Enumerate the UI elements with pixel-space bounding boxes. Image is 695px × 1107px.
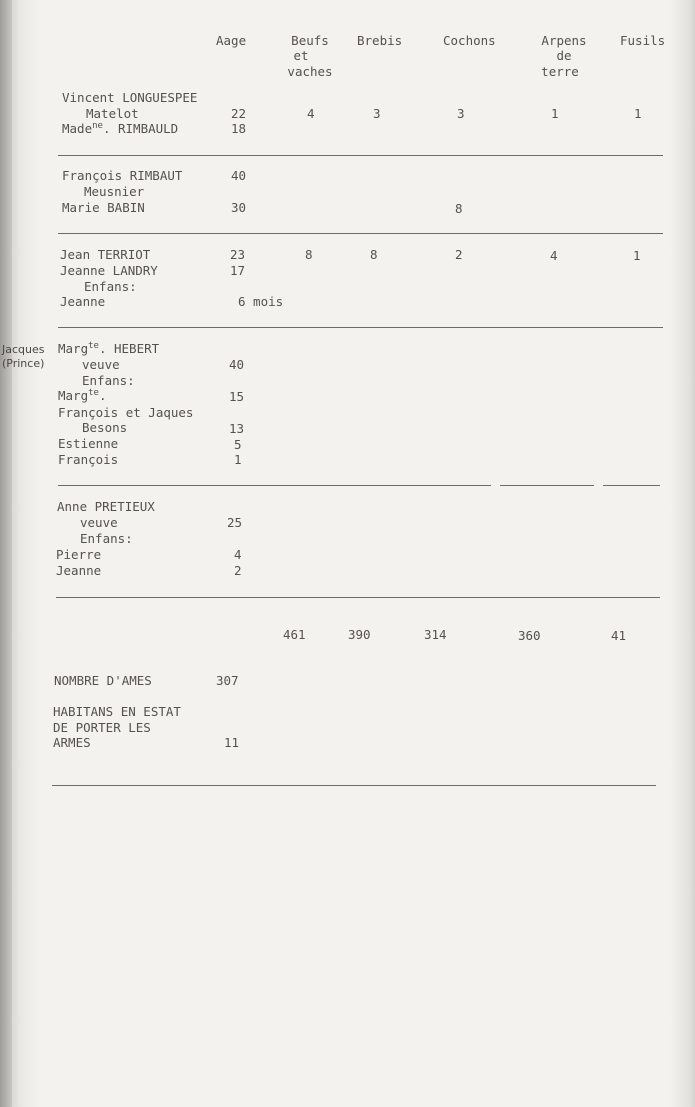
- family2-wife-age: 30: [231, 200, 247, 215]
- family1-arpents: 1: [551, 106, 559, 121]
- section-divider: [58, 155, 663, 156]
- header-sheep: Brebis: [357, 33, 403, 48]
- arms-label-line2: DE PORTER LES: [53, 720, 151, 735]
- family3-arpents: 4: [550, 248, 558, 263]
- family5-child2: Jeanne: [56, 563, 102, 578]
- arms-value: 11: [224, 735, 240, 750]
- family4-name: Marg$^{te}$. HEBERT: [58, 341, 160, 356]
- family4-child3-age: 5: [234, 437, 242, 452]
- family2-age: 40: [231, 168, 247, 183]
- souls-value: 307: [216, 673, 239, 688]
- family4-children-label: Enfans:: [82, 373, 135, 388]
- family5-child1: Pierre: [56, 547, 102, 562]
- family3-age: 23: [230, 247, 246, 262]
- margin-note-1: Jacques: [2, 343, 45, 356]
- total-pigs: 314: [424, 627, 447, 642]
- family1-wife-age: 18: [231, 121, 247, 136]
- family4-child2-age: 13: [229, 421, 245, 436]
- family2-wife: Marie BABIN: [62, 200, 145, 215]
- family5-name: Anne PRETIEUX: [57, 499, 155, 514]
- section-divider: [58, 485, 491, 486]
- total-arpents: 360: [518, 628, 541, 643]
- family1-age: 22: [231, 106, 247, 121]
- family1-name: Vincent LONGUESPEE: [62, 90, 198, 105]
- family4-child3: Estienne: [58, 436, 119, 451]
- family3-wife-age: 17: [230, 263, 246, 278]
- margin-note-2: (Prince): [2, 357, 45, 370]
- header-age: Aage: [216, 33, 247, 48]
- arms-label-line3: ARMES: [53, 735, 91, 750]
- header-cattle-line2: et: [293, 48, 309, 63]
- family4-age: 40: [229, 357, 245, 372]
- family4-child1: Marg$^{te}$.: [58, 388, 107, 403]
- header-guns: Fusils: [620, 33, 666, 48]
- family5-child1-age: 4: [234, 547, 242, 562]
- book-spine-shadow: [0, 0, 12, 1107]
- header-cattle-line1: Beufs: [291, 33, 329, 48]
- header-arpents-line2: de: [556, 48, 572, 63]
- header-arpents-line1: Arpens: [541, 33, 587, 48]
- family3-guns: 1: [633, 248, 641, 263]
- family4-status: veuve: [82, 357, 120, 372]
- section-divider: [52, 785, 656, 786]
- family2-pigs: 8: [455, 201, 463, 216]
- family3-children-label: Enfans:: [84, 279, 137, 294]
- family3-cattle: 8: [305, 247, 313, 262]
- family3-sheep: 8: [370, 247, 378, 262]
- family1-role: Matelot: [86, 106, 139, 121]
- souls-label: NOMBRE D'AMES: [54, 673, 152, 688]
- family3-child1: Jeanne: [60, 294, 106, 309]
- total-sheep: 390: [348, 627, 371, 642]
- family3-wife: Jeanne LANDRY: [60, 263, 158, 278]
- family5-children-label: Enfans:: [80, 531, 133, 546]
- family4-child4-age: 1: [234, 452, 242, 467]
- section-divider: [58, 233, 663, 234]
- family1-wife-name: Made$^{ne}$. RIMBAULD: [62, 121, 179, 136]
- family1-guns: 1: [634, 106, 642, 121]
- total-cattle: 461: [283, 627, 306, 642]
- family2-role: Meusnier: [84, 184, 145, 199]
- family5-child2-age: 2: [234, 563, 242, 578]
- section-divider: [500, 485, 594, 486]
- family2-name: François RIMBAUT: [62, 168, 183, 183]
- family1-pigs: 3: [457, 106, 465, 121]
- family4-child4: François: [58, 452, 119, 467]
- family3-name: Jean TERRIOT: [60, 247, 151, 262]
- arms-label-line1: HABITANS EN ESTAT: [53, 704, 181, 719]
- header-arpents-line3: terre: [541, 64, 579, 79]
- family4-child2-note: Besons: [82, 420, 128, 435]
- section-divider: [58, 327, 663, 328]
- section-divider: [603, 485, 660, 486]
- total-guns: 41: [611, 628, 627, 643]
- family5-age: 25: [227, 515, 243, 530]
- family1-sheep: 3: [373, 106, 381, 121]
- section-divider: [56, 597, 660, 598]
- family4-child2: François et Jaques: [58, 405, 194, 420]
- family3-pigs: 2: [455, 247, 463, 262]
- family5-status: veuve: [80, 515, 118, 530]
- family4-child1-age: 15: [229, 389, 245, 404]
- header-cattle-line3: vaches: [287, 64, 333, 79]
- family1-cattle: 4: [307, 106, 315, 121]
- family3-child1-age: 6 mois: [238, 294, 284, 309]
- header-pigs: Cochons: [443, 33, 496, 48]
